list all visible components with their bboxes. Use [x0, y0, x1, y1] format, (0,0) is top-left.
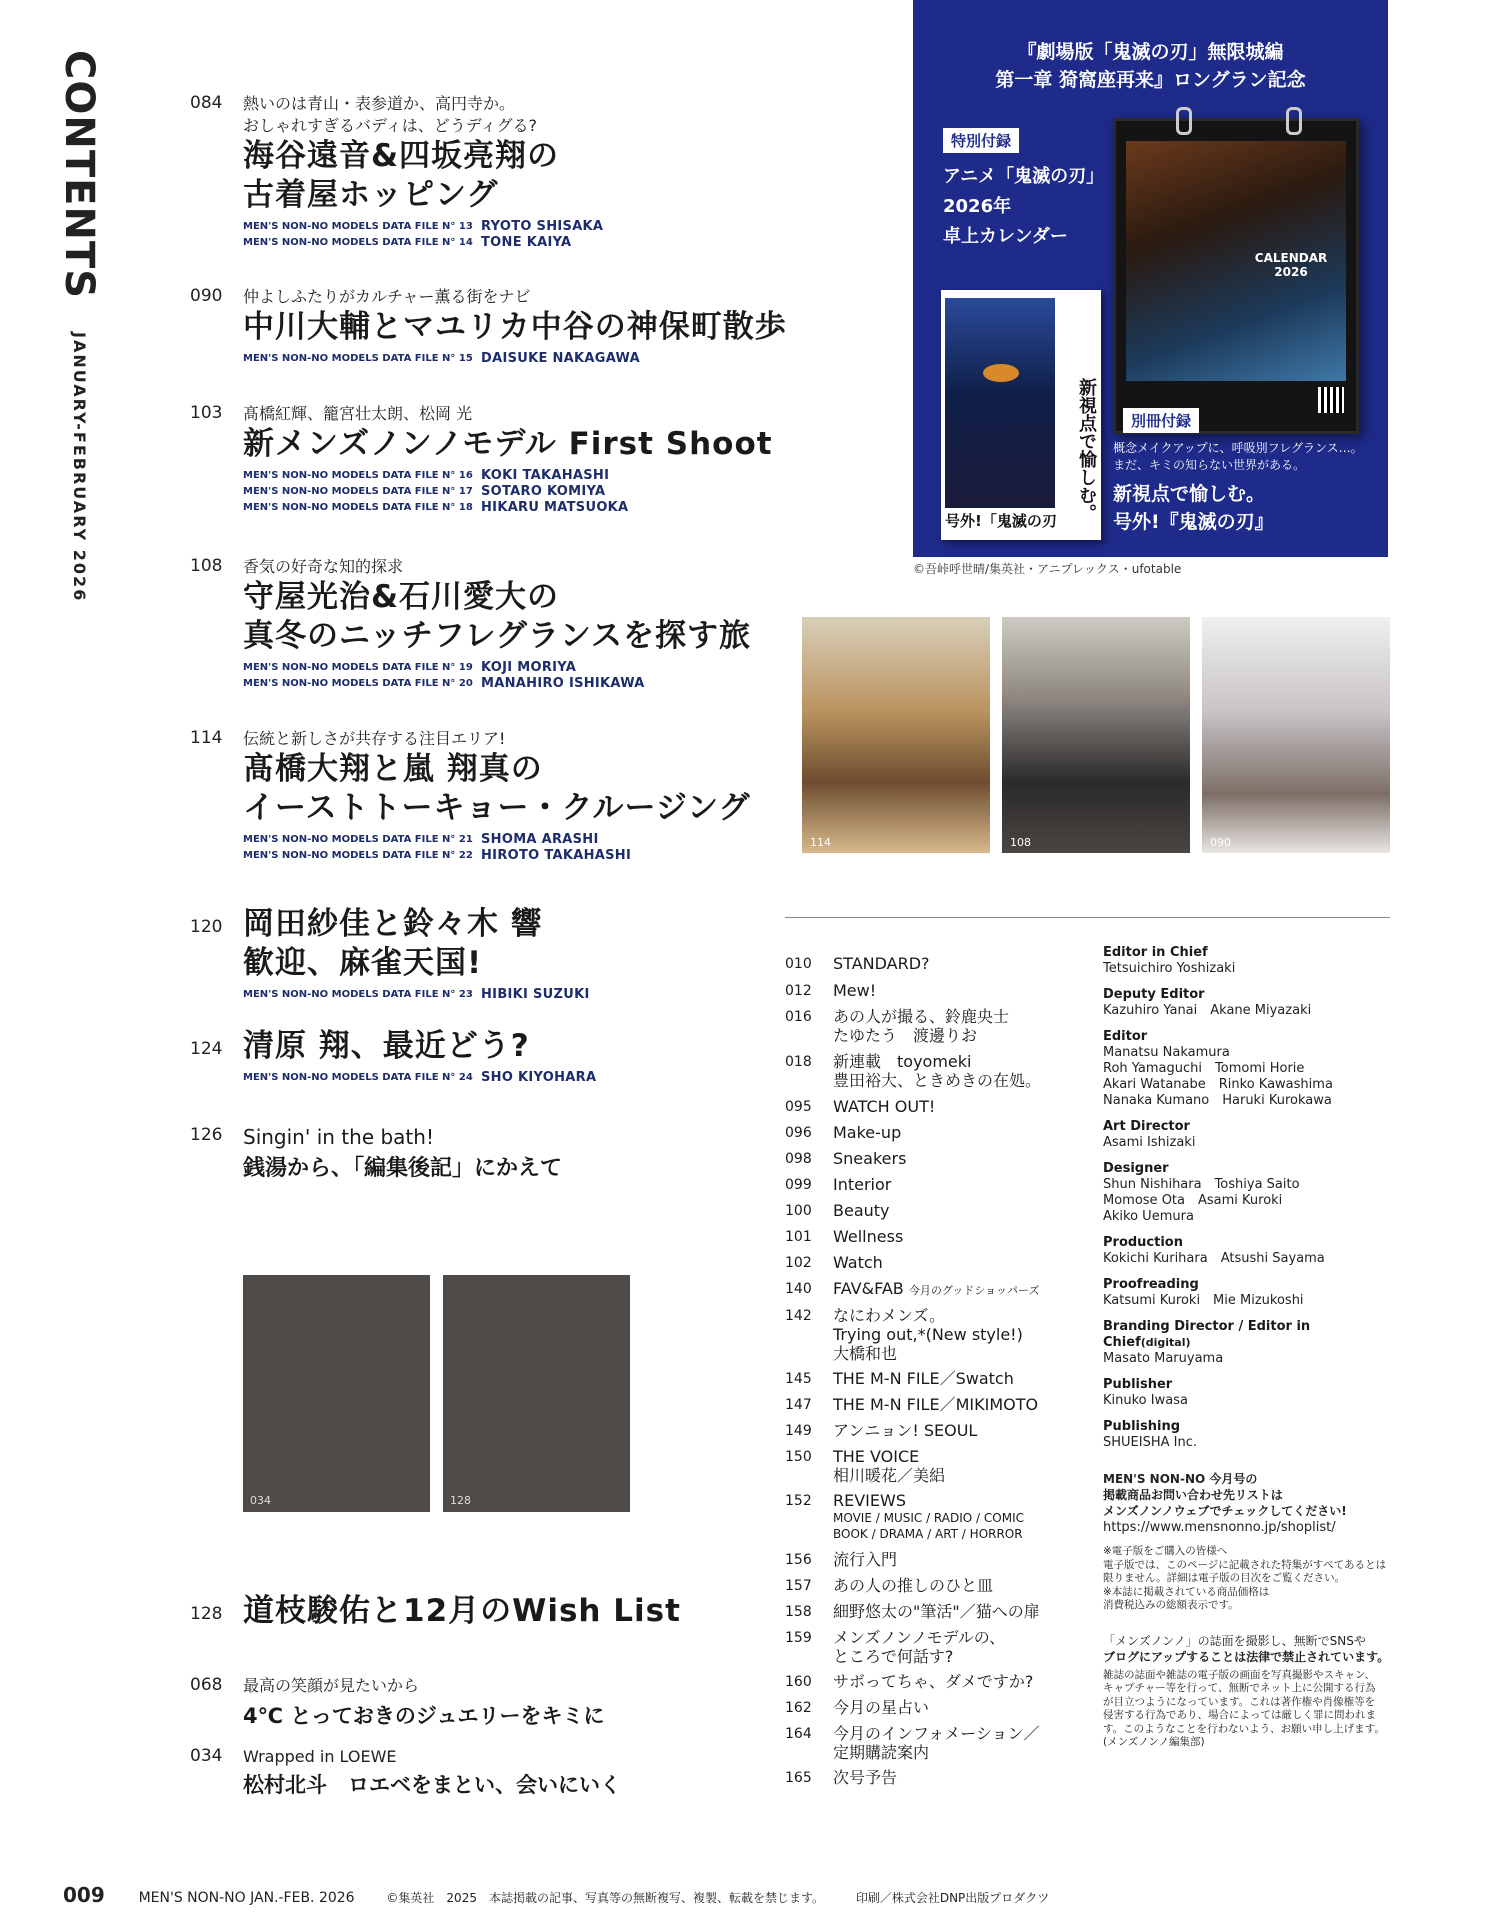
index-item-title: 大橋和也: [833, 1344, 898, 1363]
index-item-title: 次号予告: [833, 1768, 898, 1787]
model-name: HIROTO TAKAHASHI: [481, 848, 632, 863]
staff-names: Akari Watanabe Rinko Kawashima: [1103, 1077, 1333, 1092]
index-item-note: MOVIE / MUSIC / RADIO / COMIC: [833, 1511, 1024, 1525]
data-file-label: MEN'S NON-NO MODELS DATA FILE N° 23: [243, 989, 473, 1000]
staff-group: [1103, 1377, 1393, 1409]
staff-names: Shun Nishihara Toshiya Saito: [1103, 1177, 1300, 1192]
entry-subtitle: 熱いのは青山・表参道か、高円寺か。: [243, 94, 516, 113]
index-item-title: Interior: [833, 1175, 892, 1194]
page-number: 102: [785, 1255, 812, 1271]
entry-subtitle: おしゃれすぎるバディは、どうディグる?: [243, 116, 537, 135]
magazine-name: MEN'S NON-NO JAN.-FEB. 2026: [138, 1890, 355, 1906]
entry-title: 古着屋ホッピング: [243, 177, 499, 213]
page-number: 128: [190, 1604, 223, 1624]
staff-group: [1103, 945, 1393, 977]
data-file-label: MEN'S NON-NO MODELS DATA FILE N° 18: [243, 502, 473, 513]
photo-page-label: 114: [810, 836, 831, 849]
index-item-016[interactable]: [785, 1007, 1085, 1045]
page-number: 098: [785, 1151, 812, 1167]
model-name: RYOTO SHISAKA: [481, 219, 604, 234]
page-number: 018: [785, 1054, 812, 1070]
index-item-162[interactable]: [785, 1698, 1085, 1718]
data-file-label: MEN'S NON-NO MODELS DATA FILE N° 21: [243, 834, 473, 845]
model-name: HIKARU MATSUOKA: [481, 500, 629, 515]
page-number: 162: [785, 1700, 812, 1716]
data-file-label: MEN'S NON-NO MODELS DATA FILE N° 22: [243, 850, 473, 861]
kimetsu-promo-box[interactable]: [913, 0, 1388, 557]
page-number: 095: [785, 1099, 812, 1115]
index-item-152[interactable]: [785, 1491, 1085, 1542]
page-number: 142: [785, 1308, 812, 1324]
page-number: 012: [785, 983, 812, 999]
staff-names: Kokichi Kurihara Atsushi Sayama: [1103, 1251, 1325, 1266]
staff-group: [1103, 1119, 1393, 1151]
index-item-title: 新連載 toyomeki: [833, 1052, 972, 1071]
staff-role: Publisher: [1103, 1377, 1173, 1392]
page-number: 096: [785, 1125, 812, 1141]
model-data-file: [243, 848, 803, 864]
entry-title: 守屋光治&石川愛大の: [243, 579, 560, 615]
model-data-file: [243, 500, 803, 516]
staff-group: [1103, 1319, 1393, 1367]
staff-names: Kazuhiro Yanai Akane Miyazaki: [1103, 1003, 1312, 1018]
page-number: 090: [190, 286, 223, 306]
data-file-label: MEN'S NON-NO MODELS DATA FILE N° 19: [243, 662, 473, 673]
model-name: HIBIKI SUZUKI: [481, 987, 590, 1002]
page-number: 164: [785, 1726, 812, 1742]
model-data-file: [243, 351, 803, 367]
booklet-description: 概念メイクアップに、呼吸別フレグランス…。 まだ、キミの知らない世界がある。: [1113, 441, 1363, 472]
staff-role: Deputy Editor: [1103, 987, 1205, 1002]
staff-group: [1103, 1419, 1393, 1451]
staff-names: SHUEISHA Inc.: [1103, 1435, 1197, 1450]
entry-title: 海谷遠音&四坂亮翔の: [243, 138, 560, 174]
staff-group: [1103, 1029, 1393, 1109]
index-item-note: 今月のグッドショッパーズ: [908, 1284, 1040, 1297]
calendar-label: CALENDAR 2026: [1254, 251, 1328, 279]
data-file-label: MEN'S NON-NO MODELS DATA FILE N° 14: [243, 237, 473, 248]
model-name: DAISUKE NAKAGAWA: [481, 351, 640, 366]
index-item-title: ところで何話す?: [833, 1647, 954, 1666]
index-item-012[interactable]: [785, 981, 1085, 1001]
data-file-label: MEN'S NON-NO MODELS DATA FILE N° 20: [243, 678, 473, 689]
entry-title: 中川大輔とマユリカ中谷の神保町散歩: [243, 309, 787, 345]
index-item-title: 今月の星占い: [833, 1698, 930, 1717]
index-item-145[interactable]: [785, 1369, 1085, 1389]
page-number: 159: [785, 1630, 812, 1646]
staff-credits: [1103, 945, 1393, 1451]
booklet-cover-title: 新視点で愉しむ。: [1076, 378, 1097, 522]
shoplist-note: MEN'S NON-NO 今月号の 掲載商品お問い合わせ先リストは メンズノンノウェブでチェックしてください! https://www.mensnonno.jp/shoplist/: [1103, 1471, 1393, 1537]
model-name: SHOMA ARASHI: [481, 832, 599, 847]
staff-role: Proofreading: [1103, 1277, 1199, 1292]
staff-names: Momose Ota Asami Kuroki: [1103, 1193, 1283, 1208]
entry-subtitle: 最高の笑顔が見たいから: [243, 1676, 420, 1695]
page-number: 160: [785, 1674, 812, 1690]
model-data-file: [243, 1070, 803, 1086]
model-name: SHO KIYOHARA: [481, 1070, 597, 1085]
model-data-file: [243, 676, 803, 692]
model-data-file: [243, 219, 803, 235]
entry-title: 4℃ とっておきのジュエリーをキミに: [243, 1704, 605, 1728]
page-number: 150: [785, 1449, 812, 1465]
index-item-title: Wellness: [833, 1227, 904, 1246]
index-item-title: Make-up: [833, 1123, 902, 1142]
model-name: TONE KAIYA: [481, 235, 572, 250]
entry-title: 銭湯から、「編集後記」にかえて: [243, 1156, 563, 1181]
index-item-title: 定期購読案内: [833, 1743, 930, 1762]
staff-names: Tetsuichiro Yoshizaki: [1103, 961, 1236, 976]
staff-names: Katsumi Kuroki Mie Mizukoshi: [1103, 1293, 1304, 1308]
index-item-title: Watch: [833, 1253, 883, 1272]
index-item-title: Mew!: [833, 981, 877, 1000]
page-number: 149: [785, 1423, 812, 1439]
booklet-image: [941, 290, 1101, 540]
booklet-cover-bottom: 号外!「鬼滅の刃: [945, 512, 1057, 530]
index-item-title: 豊田裕大、ときめきの在処。: [833, 1071, 1042, 1090]
page-number: 114: [190, 728, 223, 748]
image-page-label: 128: [450, 1494, 471, 1507]
entry-subtitle: 伝統と新しさが共存する注目エリア!: [243, 729, 506, 748]
index-item-title: 流行入門: [833, 1550, 898, 1569]
entry-title: 真冬のニッチフレグランスを探す旅: [243, 618, 751, 654]
index-item-title: アンニョン! SEOUL: [833, 1421, 978, 1440]
data-file-label: MEN'S NON-NO MODELS DATA FILE N° 15: [243, 353, 473, 364]
data-file-label: MEN'S NON-NO MODELS DATA FILE N° 24: [243, 1072, 473, 1083]
booklet-title: 新視点で愉しむ。 号外!『鬼滅の刃』: [1113, 483, 1274, 533]
page-number: 165: [785, 1770, 812, 1786]
page-number: 100: [785, 1203, 812, 1219]
page-number: 068: [190, 1675, 223, 1695]
staff-names: Roh Yamaguchi Tomomi Horie: [1103, 1061, 1305, 1076]
index-item-142[interactable]: [785, 1306, 1085, 1363]
index-item-title: STANDARD?: [833, 954, 930, 973]
index-item-100[interactable]: [785, 1201, 1085, 1221]
entry-subtitle: Singin' in the bath!: [243, 1125, 434, 1149]
page-number: 156: [785, 1552, 812, 1568]
divider: [785, 917, 1390, 918]
index-item-title: 細野悠太の"筆活"／猫への扉: [833, 1602, 1040, 1621]
entry-title: 岡田紗佳と鈴々木 響: [243, 906, 543, 942]
model-data-file: [243, 235, 803, 251]
data-file-label: MEN'S NON-NO MODELS DATA FILE N° 17: [243, 486, 473, 497]
index-list: [785, 948, 1085, 1788]
staff-names: Akiko Uemura: [1103, 1209, 1194, 1224]
copyright-credit: ©吾峠呼世晴/集英社・アニプレックス・ufotable: [913, 562, 1182, 576]
page-number: 145: [785, 1371, 812, 1387]
model-name: MANAHIRO ISHIKAWA: [481, 676, 645, 691]
index-item-010[interactable]: [785, 954, 1085, 974]
page-number: 124: [190, 1039, 223, 1059]
staff-role: Branding Director / Editor in Chief(digital): [1103, 1319, 1311, 1350]
index-item-101[interactable]: [785, 1227, 1085, 1247]
staff-names: Manatsu Nakamura: [1103, 1045, 1230, 1060]
index-item-title: たゆたう 渡邊りお: [833, 1026, 978, 1045]
index-item-title: あの人の推しのひと皿: [833, 1576, 994, 1595]
page-number: 034: [190, 1746, 223, 1766]
index-item-160[interactable]: [785, 1672, 1085, 1692]
index-item-158[interactable]: [785, 1602, 1085, 1622]
photo-page-label: 108: [1010, 836, 1031, 849]
model-data-file: [243, 468, 803, 484]
page-number: 158: [785, 1604, 812, 1620]
footer-copyright: ©集英社 2025 本誌掲載の記事、写真等の無断複写、複製、転載を禁じます。: [386, 1891, 825, 1905]
index-item-title: THE VOICE: [833, 1447, 920, 1466]
calendar-description: アニメ「鬼滅の刃」 2026年 卓上カレンダー: [943, 166, 1105, 247]
printer-credit: 印刷／株式会社DNP出版プロダクツ: [855, 1891, 1050, 1905]
page-number: 108: [190, 556, 223, 576]
entry-subtitle: 仲よしふたりがカルチャー薫る街をナビ: [243, 287, 531, 306]
page-title: CONTENTS: [56, 50, 102, 300]
entry-subtitle: Wrapped in LOEWE: [243, 1747, 397, 1766]
page-number: 120: [190, 917, 223, 937]
index-item-title: REVIEWS: [833, 1491, 906, 1510]
model-name: KOKI TAKAHASHI: [481, 468, 610, 483]
index-item-title: なにわメンズ。: [833, 1306, 946, 1325]
staff-group: [1103, 1277, 1393, 1309]
index-item-note: BOOK / DRAMA / ART / HORROR: [833, 1527, 1023, 1541]
page-number: 126: [190, 1125, 223, 1145]
image-page-label: 034: [250, 1494, 271, 1507]
staff-role: Editor: [1103, 1029, 1148, 1044]
entry-subtitle: 香気の好奇な知的探求: [243, 557, 404, 576]
staff-role: Publishing: [1103, 1419, 1181, 1434]
staff-names: Asami Ishizaki: [1103, 1135, 1196, 1150]
index-item-095[interactable]: [785, 1097, 1085, 1117]
model-data-file: [243, 832, 803, 848]
index-item-147[interactable]: [785, 1395, 1085, 1415]
index-item-096[interactable]: [785, 1123, 1085, 1143]
page-footer: [63, 1883, 1363, 1907]
index-item-157[interactable]: [785, 1576, 1085, 1596]
index-item-098[interactable]: [785, 1149, 1085, 1169]
index-item-159[interactable]: [785, 1628, 1085, 1666]
entry-subtitle: 髙橋紅輝、籠宮壮太朗、松岡 光: [243, 404, 473, 423]
photo-108[interactable]: [1002, 617, 1190, 853]
index-item-150[interactable]: [785, 1447, 1085, 1485]
staff-role: Designer: [1103, 1161, 1169, 1176]
page-number: 084: [190, 93, 223, 113]
copyright-warning: 雑誌の誌面や雑誌の電子版の画面を写真撮影やスキャン、 キャプチャー等を行って、無断でネット上に公開する行為 が目立つようになっています。これは著作権や肖像権等を 侵害する行為であり、場合によっては厳しく罪に問われま す。このようなことを行わないよう、お願い申し上げます。 (メンズノンノ編集部): [1103, 1668, 1385, 1748]
index-item-title: FAV&FAB 今月のグッドショッパーズ: [833, 1279, 1040, 1298]
index-item-title: Trying out,*(New style!): [833, 1325, 1023, 1344]
model-data-file: [243, 987, 803, 1003]
promo-headline: 『劇場版「鬼滅の刃」無限城編 第一章 猗窩座再来』ロングラン記念: [995, 41, 1306, 91]
page-number: 157: [785, 1578, 812, 1594]
model-data-file: [243, 484, 803, 500]
page-number: 152: [785, 1493, 812, 1509]
issue-date: JANUARY-FEBRUARY 2026: [70, 332, 89, 603]
page-number: 147: [785, 1397, 812, 1413]
staff-group: [1103, 1235, 1393, 1267]
index-item-title: メンズノンノモデルの、: [833, 1628, 1006, 1647]
contents-title-block: [42, 50, 102, 602]
staff-group: [1103, 1161, 1393, 1225]
separate-supplement-tag: 別冊付録: [1123, 408, 1199, 433]
index-item-title: THE M-N FILE／Swatch: [833, 1369, 1014, 1388]
index-item-164[interactable]: [785, 1724, 1085, 1762]
staff-role: Art Director: [1103, 1119, 1190, 1134]
page-number: 103: [190, 403, 223, 423]
entry-title: イーストトーキョー・クルージング: [243, 790, 751, 826]
digital-edition-note: ※電子版をご購入の皆様へ 電子版では、このページに記載された特集がすべてあるとは 限りません。詳細は電子版の目次をご覧ください。 ※本誌に掲載されている商品価格は 消費税込みの総額表示です。: [1103, 1545, 1387, 1611]
dark-image-034: [243, 1275, 430, 1512]
data-file-label: MEN'S NON-NO MODELS DATA FILE N° 13: [243, 221, 473, 232]
calendar-image: [1113, 118, 1359, 434]
index-item-099[interactable]: [785, 1175, 1085, 1195]
index-item-165[interactable]: [785, 1768, 1085, 1788]
page-number: 101: [785, 1229, 812, 1245]
index-item-102[interactable]: [785, 1253, 1085, 1273]
data-file-label: MEN'S NON-NO MODELS DATA FILE N° 16: [243, 470, 473, 481]
folio: 009: [63, 1883, 105, 1907]
index-item-156[interactable]: [785, 1550, 1085, 1570]
index-item-140[interactable]: [785, 1279, 1085, 1300]
index-item-title: Beauty: [833, 1201, 890, 1220]
index-item-title: Sneakers: [833, 1149, 907, 1168]
special-supplement-tag: 特別付録: [943, 128, 1019, 153]
index-item-title: 今月のインフォメーション／: [833, 1724, 1040, 1743]
staff-role: Production: [1103, 1235, 1183, 1250]
model-name: KOJI MORIYA: [481, 660, 577, 675]
index-item-018[interactable]: [785, 1052, 1085, 1090]
photo-page-label: 090: [1210, 836, 1231, 849]
page-number: 016: [785, 1009, 812, 1025]
qr-code-icon: [1318, 387, 1344, 413]
entry-title: 道枝駿佑と12月のWish List: [243, 1593, 681, 1629]
page-number: 140: [785, 1281, 812, 1297]
index-item-title: 相川暖花／美絽: [833, 1466, 946, 1485]
photo-090[interactable]: [1202, 617, 1390, 853]
staff-names: Masato Maruyama: [1103, 1351, 1224, 1366]
model-name: SOTARO KOMIYA: [481, 484, 606, 499]
staff-group: [1103, 987, 1393, 1019]
model-data-file: [243, 660, 803, 676]
index-item-title: WATCH OUT!: [833, 1097, 936, 1116]
sns-warning: 「メンズノンノ」の誌面を撮影し、無断でSNSや ブログにアップすることは法律で禁止されています。: [1103, 1633, 1390, 1664]
entry-title: 新メンズノンノモデル First Shoot: [243, 426, 773, 462]
entry-title: 清原 翔、最近どう?: [243, 1028, 530, 1064]
index-item-title: あの人が撮る、鈴鹿央士: [833, 1007, 1010, 1026]
entry-title: 松村北斗 ロエベをまとい、会いにいく: [243, 1773, 621, 1797]
staff-names: Kinuko Iwasa: [1103, 1393, 1188, 1408]
photo-114[interactable]: [802, 617, 990, 853]
dark-image-128: [443, 1275, 630, 1512]
staff-column: [1103, 945, 1393, 1750]
page-number: 099: [785, 1177, 812, 1193]
staff-role: Editor in Chief: [1103, 945, 1208, 960]
index-item-149[interactable]: [785, 1421, 1085, 1441]
staff-names: Nanaka Kumano Haruki Kurokawa: [1103, 1093, 1332, 1108]
shoplist-url[interactable]: https://www.mensnonno.jp/shoplist/: [1103, 1520, 1336, 1535]
page-number: 010: [785, 956, 812, 972]
index-item-title: THE M-N FILE／MIKIMOTO: [833, 1395, 1039, 1414]
entry-title: 歓迎、麻雀天国!: [243, 945, 483, 981]
entry-title: 髙橋大翔と嵐 翔真の: [243, 751, 543, 787]
index-item-title: サボってちゃ、ダメですか?: [833, 1672, 1034, 1691]
